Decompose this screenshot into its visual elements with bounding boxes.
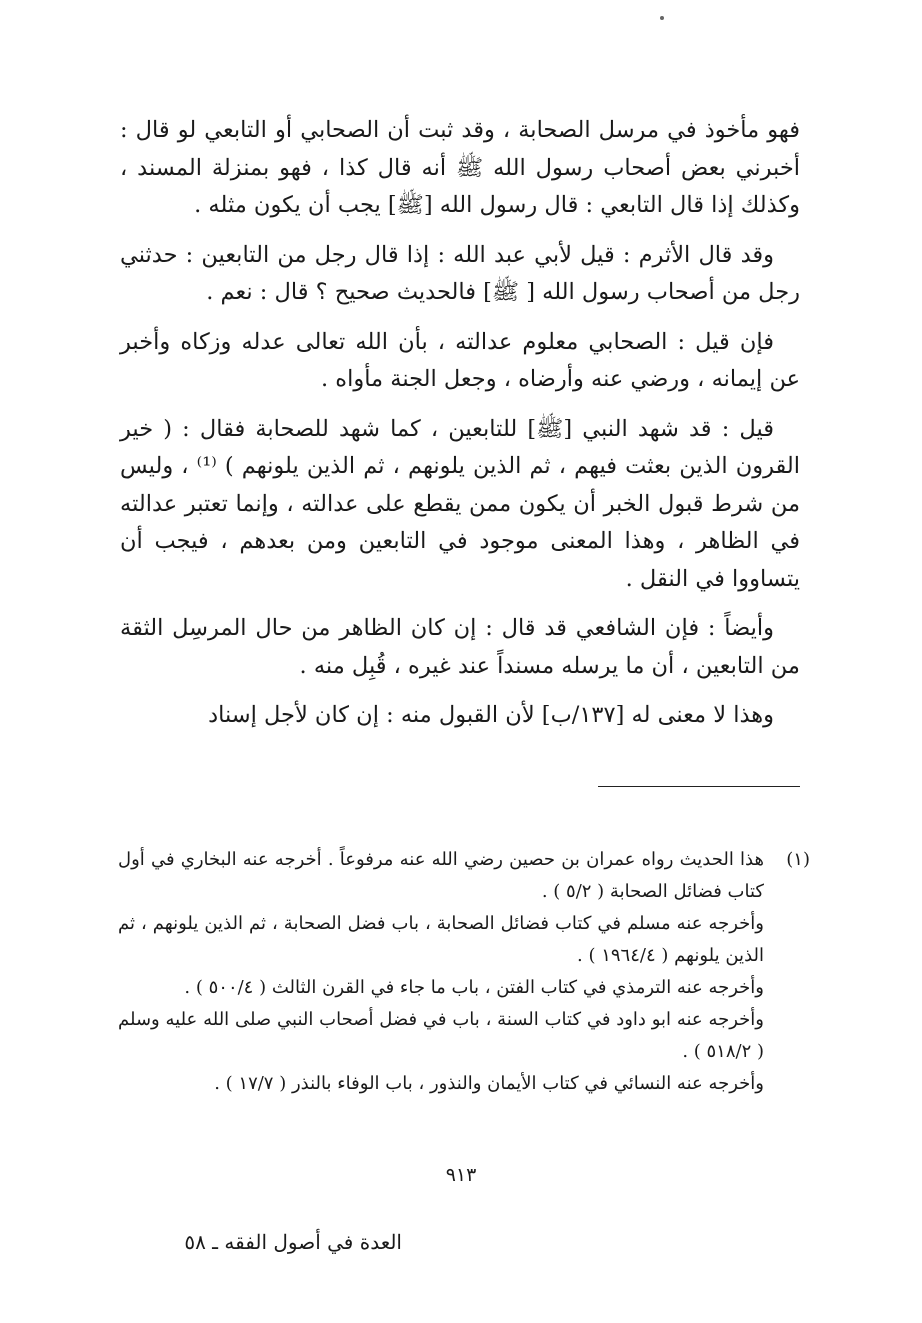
paragraph: فهو مأخوذ في مرسل الصحابة ، وقد ثبت أن الصحابي أو التابعي لو قال : أخبرني بعض أصحاب رسول الله ﷺ أنه قال كذا ، فهو بمنزلة المسند ، وكذلك إذا قال التابعي : قال رسول الله [ﷺ] يجب أن يكون مثله . <box>120 117 800 218</box>
footnote-body <box>118 844 764 1100</box>
paragraph: قيل : قد شهد النبي [ﷺ] للتابعين ، كما شهد للصحابة فقال : ( خير القرون الذين بعثت فيهم ، ثم الذين يلونهم ، ثم الذين يلونهم ) ⁽¹⁾ ، وليس من شرط قبول الخبر أن يكون ممن يقطع على عدالته ، وإنما تعتبر عدالته في الظاهر ، وهذا المعنى موجود في التابعين ومن بعدهم ، فيجب أن يتساووا في النقل . <box>120 415 800 592</box>
footnote <box>118 844 810 1100</box>
footnote-separator <box>598 786 800 787</box>
main-text <box>120 112 800 747</box>
footnote-line: وأخرجه عنه الترمذي في كتاب الفتن ، باب ما جاء في القرن الثالث ( ٥٠٠/٤ ) . <box>184 977 764 998</box>
book-signature: العدة في أصول الفقه ـ ٥٨ <box>184 1230 402 1254</box>
scan-speck <box>660 16 664 20</box>
paragraph: وهذا لا معنى له [١٣٧/ب] لأن القبول منه : إن كان لأجل إسناد <box>208 702 774 728</box>
paragraph: وأيضاً : فإن الشافعي قد قال : إن كان الظاهر من حال المرسِل الثقة من التابعين ، أن ما يرسله مسنداً عند غيره ، قُبِل منه . <box>120 615 800 679</box>
footnote-line: وأخرجه عنه مسلم في كتاب فضائل الصحابة ، باب فضل الصحابة ، ثم الذين يلونهم ، ثم الذين يلونهم ( ١٩٦٤/٤ ) . <box>118 913 764 966</box>
footnotes <box>118 844 810 1100</box>
footnote-number: (١) <box>786 849 810 870</box>
page-number: ٩١٣ <box>445 1164 477 1186</box>
footnote-line: وأخرجه عنه ابو داود في كتاب السنة ، باب في فضل أصحاب النبي صلى الله عليه وسلم ( ٥١٨/٢ ) . <box>118 1009 764 1062</box>
footnote-line: هذا الحديث رواه عمران بن حصين رضي الله عنه مرفوعاً . أخرجه عنه البخاري في أول كتاب فضائل الصحابة ( ٥/٢ ) . <box>118 849 764 902</box>
footnote-line: وأخرجه عنه النسائي في كتاب الأيمان والنذور ، باب الوفاء بالنذر ( ١٧/٧ ) . <box>214 1073 764 1094</box>
paragraph: وقد قال الأثرم : قيل لأبي عبد الله : إذا قال رجل من التابعين : حدثني رجل من أصحاب رسول الله [ ﷺ] فالحديث صحيح ؟ قال : نعم . <box>120 241 800 305</box>
paragraph: فإن قيل : الصحابي معلوم عدالته ، بأن الله تعالى عدله وزكاه وأخبر عن إيمانه ، ورضي عنه وأرضاه ، وجعل الجنة مأواه . <box>120 328 800 392</box>
